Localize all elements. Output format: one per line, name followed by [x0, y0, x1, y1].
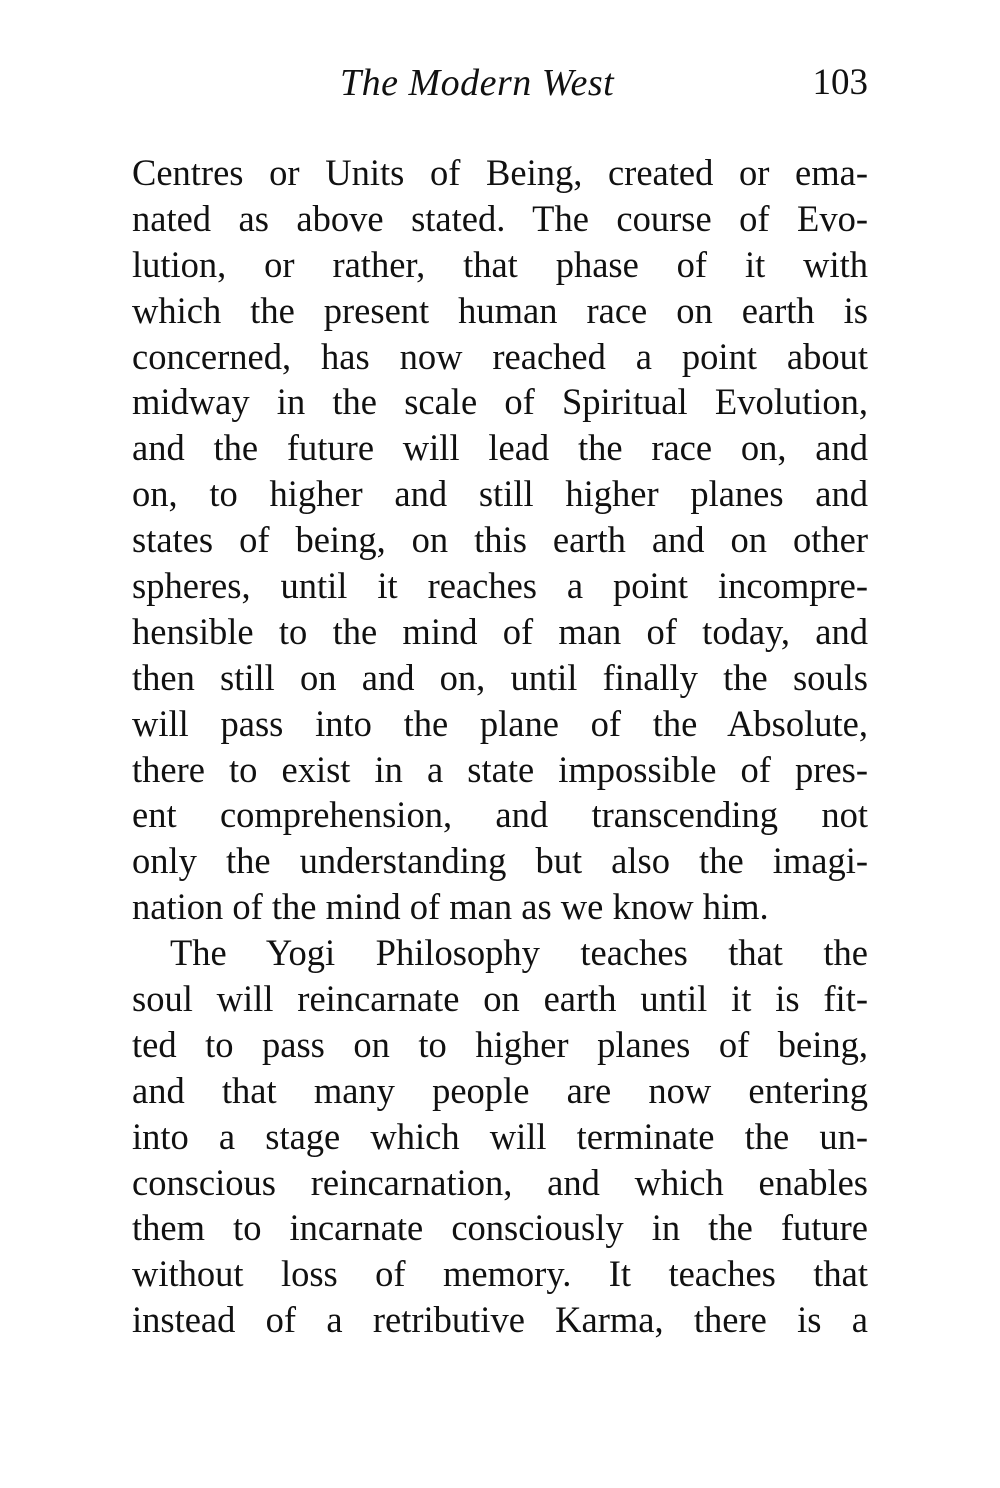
text-line: lution, or rather, that phase of it with [132, 243, 868, 285]
text-line: on, to higher and still higher planes and [132, 473, 868, 515]
text-line: into a stage which will terminate the un- [132, 1115, 868, 1157]
text-line: conscious reincarnation, and which enables [132, 1161, 868, 1203]
running-title: The Modern West [340, 62, 615, 104]
text-line: ent comprehension, and transcending not [132, 794, 868, 836]
text-line: midway in the scale of Spiritual Evolution, [132, 381, 868, 423]
text-line: spheres, until it reaches a point incompre- [132, 565, 868, 607]
text-line: without loss of memory. It teaches that [132, 1253, 868, 1295]
page-number: 103 [812, 62, 868, 103]
running-head [132, 58, 868, 108]
text-line: Centres or Units of Being, created or ema- [132, 152, 868, 193]
text-line: will pass into the plane of the Absolute, [132, 702, 868, 744]
text-line: and that many people are now entering [132, 1069, 868, 1111]
text-line: nated as above stated. The course of Evo- [132, 197, 868, 239]
text-line: soul will reincarnate on earth until it is fit- [132, 978, 868, 1020]
text-line: The Yogi Philosophy teaches that the [170, 932, 868, 974]
text-line: which the present human race on earth is [132, 289, 868, 331]
text-line: ted to pass on to higher planes of being, [132, 1023, 868, 1065]
text-line: states of being, on this earth and on other [132, 519, 868, 561]
text-line: concerned, has now reached a point about [132, 335, 868, 377]
text-line: hensible to the mind of man of today, and [132, 610, 868, 652]
text-line: them to incarnate consciously in the future [132, 1207, 868, 1249]
text-line: only the understanding but also the imagi- [132, 840, 868, 882]
text-line: there to exist in a state impossible of pres- [132, 748, 868, 790]
text-line: and the future will lead the race on, and [132, 427, 868, 469]
text-line: nation of the mind of man as we know him. [132, 886, 769, 928]
text-line: instead of a retributive Karma, there is a [132, 1299, 868, 1341]
text-line: then still on and on, until finally the souls [132, 656, 868, 698]
body-text [132, 150, 868, 1343]
